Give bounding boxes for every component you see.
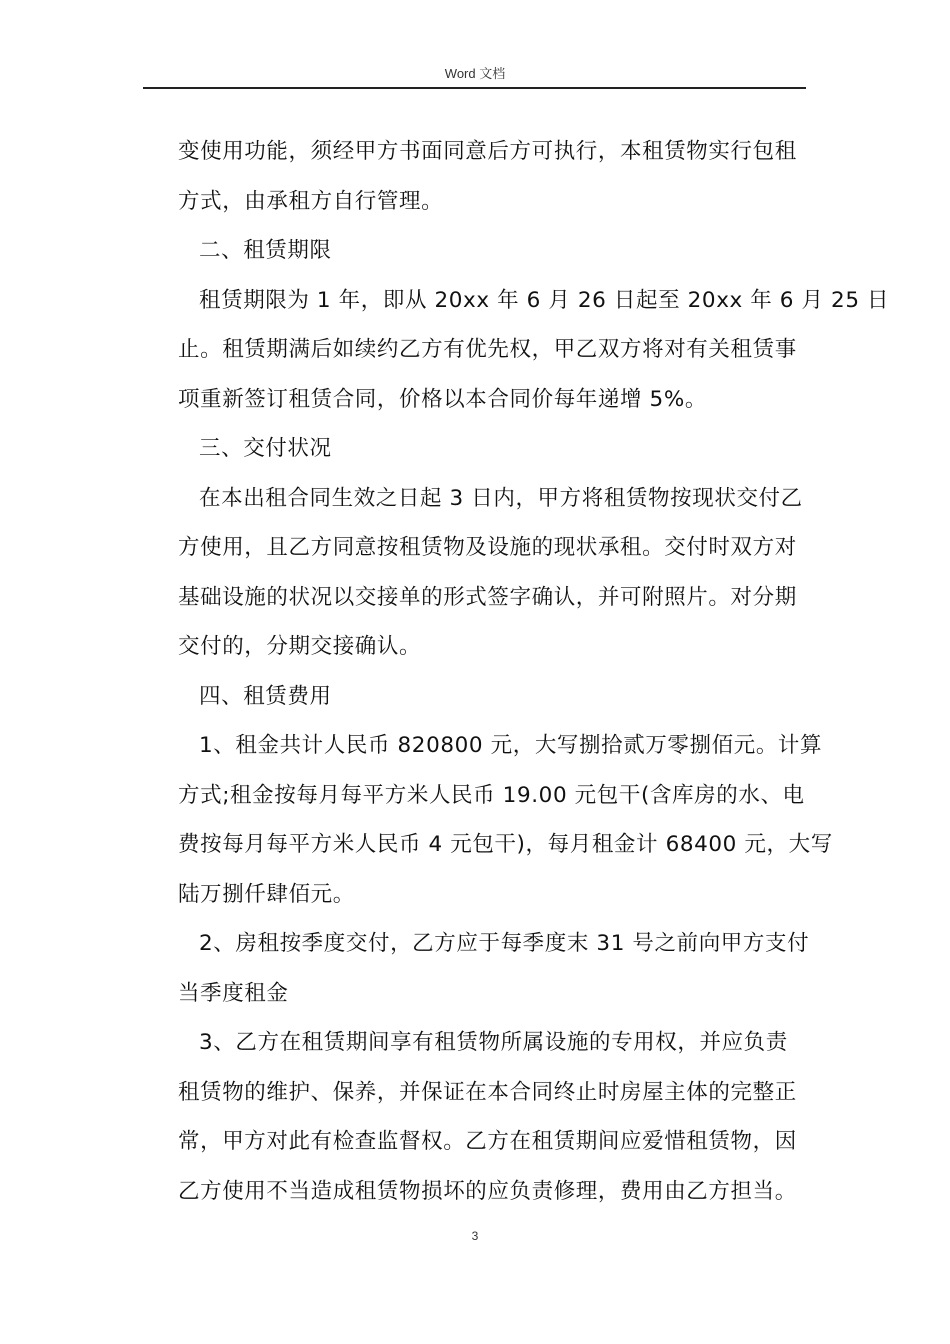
- body-line: 费按每月每平方米人民币 4 元包干)，每月租金计 68400 元，大写: [178, 832, 833, 857]
- body-line: 常，甲方对此有检查监督权。乙方在租赁期间应爱惜租赁物，因: [178, 1129, 797, 1154]
- body-line: 方式，由承租方自行管理。: [178, 188, 444, 214]
- body-line: 陆万捌仟肆佰元。: [178, 881, 355, 907]
- body-line: 变使用功能，须经甲方书面同意后方可执行，本租赁物实行包租: [178, 139, 797, 164]
- body-line: 1、租金共计人民币 820800 元，大写捌拾贰万零捌佰元。计算: [199, 733, 823, 758]
- body-line: 2、房租按季度交付，乙方应于每季度末 31 号之前向甲方支付: [199, 931, 810, 956]
- body-line: 项重新签订租赁合同，价格以本合同价每年递增 5%。: [178, 386, 707, 412]
- body-line: 3、乙方在租赁期间享有租赁物所属设施的专用权，并应负责: [199, 1030, 788, 1055]
- document-body: [178, 127, 890, 1216]
- section-heading: 四、租赁费用: [199, 683, 332, 709]
- body-line: 当季度租金: [178, 980, 289, 1006]
- body-line: 止。租赁期满后如续约乙方有优先权，甲乙双方将对有关租赁事: [178, 337, 797, 362]
- body-line: 租赁期限为 1 年，即从 20xx 年 6 月 26 日起至 20xx 年 6 月 25 日: [199, 287, 890, 313]
- body-line: 交付的，分期交接确认。: [178, 634, 422, 659]
- body-line: 方使用，且乙方同意按租赁物及设施的现状承租。交付时双方对: [178, 535, 797, 560]
- body-line: 方式;租金按每月每平方米人民币 19.00 元包干(含库房的水、电: [178, 782, 805, 808]
- page-header: Word 文档: [444, 66, 506, 81]
- body-line: 租赁物的维护、保养，并保证在本合同终止时房屋主体的完整正: [178, 1079, 797, 1105]
- section-heading: 三、交付状况: [199, 436, 332, 461]
- body-line: 在本出租合同生效之日起 3 日内，甲方将租赁物按现状交付乙: [199, 485, 803, 511]
- page-number: 3: [471, 1229, 479, 1243]
- section-heading: 二、租赁期限: [199, 238, 332, 263]
- body-line: 乙方使用不当造成租赁物损坏的应负责修理，费用由乙方担当。: [178, 1178, 797, 1204]
- header-divider: [143, 87, 806, 89]
- body-line: 基础设施的状况以交接单的形式签字确认，并可附照片。对分期: [178, 584, 797, 610]
